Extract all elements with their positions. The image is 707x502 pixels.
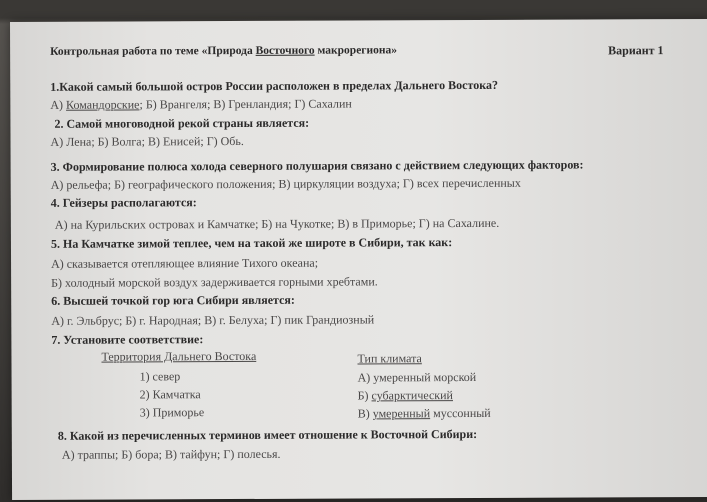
underlined-climate-term: субарктический	[371, 388, 454, 403]
matching-left-item: 1) север	[139, 369, 181, 384]
answer-5b: Б) холодный морской воздух задерживается горными хребтами.	[51, 274, 378, 290]
matching-right-header: Тип климата	[357, 351, 422, 366]
answers-3: А) рельефа; Б) географического положения; В) циркуляции воздуха; Г) всех перечисленных	[50, 175, 521, 192]
answers-4: А) на Курильских островах и Камчатке; Б) на Чукотке; В) в Приморье; Г) на Сахалине.	[54, 215, 500, 232]
answer-5a: А) сказывается отепляющее влияние Тихого океана;	[51, 255, 319, 271]
title-underlined-word: Восточного	[255, 44, 315, 57]
title-suffix: макрорегиона»	[314, 44, 398, 57]
title-prefix: Контрольная работа по теме «Природа	[50, 44, 256, 58]
question-4: 4. Гейзеры располагаются:	[50, 195, 197, 210]
matching-left-item: 2) Камчатка	[139, 387, 201, 402]
answer-1a-prefix: А)	[50, 97, 67, 112]
underlined-climate-term: умеренный	[372, 406, 431, 421]
answers-1	[50, 97, 352, 112]
question-5: 5. На Камчатке зимой теплее, чем на такой же широте в Сибири, так как:	[50, 235, 453, 251]
question-1: 1.Какой самый большой остров России расположен в пределах Дальнего Востока?	[50, 77, 498, 94]
matching-left-header: Территория Дальнего Востока	[101, 348, 257, 364]
question-3: 3. Формирование полюса холода северного полушария связано с действием следующих факторов:	[50, 157, 584, 174]
answers-6: А) г. Эльбрус; Б) г. Народная; В) г. Белуха; Г) пик Грандиозный	[51, 312, 375, 328]
variant-label: Вариант 1	[608, 43, 664, 58]
question-8: 8. Какой из перечисленных терминов имеет отношение к Восточной Сибири:	[57, 426, 478, 443]
answers-2: А) Лена; Б) Волга; В) Енисей; Г) Обь.	[50, 133, 244, 149]
matching-right-item: А) умеренный морской	[357, 369, 477, 385]
matching-right-item: В) умеренный муссонный	[357, 405, 491, 421]
question-2: 2. Самой многоводной рекой страны является:	[54, 115, 310, 131]
matching-left-item: 3) Приморье	[139, 405, 205, 420]
page-title	[50, 43, 397, 59]
answers-8: А) траппы; Б) бора; В) тайфун; Г) полесья.	[61, 446, 281, 462]
question-6: 6. Высшей точкой гор юга Сибири является:	[51, 292, 295, 308]
answer-1-rest: ; Б) Врангеля; В) Гренландия; Г) Сахалин	[139, 96, 352, 112]
test-paper	[10, 19, 707, 500]
matching-right-item: Б) субарктический	[357, 388, 454, 403]
question-7: 7. Установите соответствие:	[51, 332, 204, 347]
answer-1a-underlined: Командорские	[66, 97, 140, 112]
